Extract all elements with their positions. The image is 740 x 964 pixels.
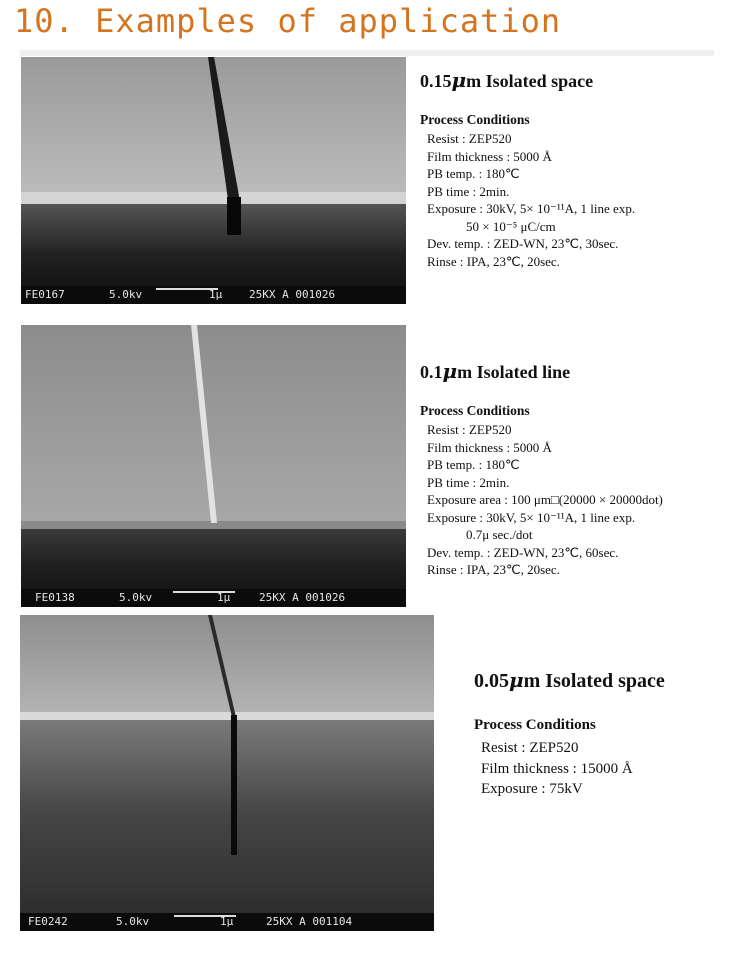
sem-magnification: 25KX A 001026 (259, 591, 346, 604)
sem-voltage: 5.0kv (109, 288, 143, 301)
example-info-2 (420, 359, 663, 579)
condition-resist: Resist : ZEP520 (427, 422, 512, 437)
condition-pb-time: PB time : 2min. (427, 183, 510, 199)
sem-id: FE0242 (28, 915, 68, 928)
condition-rinse: Rinse : IPA, 23℃, 20sec. (427, 253, 560, 269)
example-title: 0.05μm Isolated space (474, 668, 665, 692)
sem-magnification: 25KX A 001026 (249, 288, 336, 301)
example-title: 0.1μm Isolated line (420, 359, 571, 383)
sem-info-bar (21, 589, 406, 607)
sem-info-bar (21, 286, 406, 304)
sem-image-isolated-space-015 (21, 57, 406, 304)
condition-exposure: Exposure : 30kV, 5× 10⁻¹¹A, 1 line exp. (427, 509, 636, 525)
process-conditions-heading: Process Conditions (420, 403, 530, 418)
condition-pb-temp: PB temp. : 180℃ (427, 166, 520, 181)
condition-exposure: Exposure : 75kV (481, 781, 583, 797)
sem-voltage: 5.0kv (119, 591, 153, 604)
condition-dwell: 0.7μ sec./dot (466, 527, 533, 542)
sem-id: FE0167 (25, 288, 65, 301)
sem-scale: 1μ (217, 591, 231, 604)
condition-film-thickness: Film thickness : 15000 Å (481, 760, 633, 777)
sem-scale: 1μ (220, 915, 234, 928)
sem-voltage: 5.0kv (116, 915, 150, 928)
process-conditions-heading: Process Conditions (474, 717, 596, 733)
page-heading: 10. Examples of application (14, 2, 562, 40)
condition-pb-time: PB time : 2min. (427, 474, 510, 490)
condition-resist: Resist : ZEP520 (427, 131, 512, 146)
sem-image-isolated-line-01 (21, 325, 406, 607)
condition-dev-temp: Dev. temp. : ZED-WN, 23℃, 30sec. (427, 236, 619, 251)
example-title: 0.15μm Isolated space (420, 68, 594, 92)
example-info-1 (420, 68, 635, 270)
header-divider (20, 50, 714, 56)
condition-exposure-area: Exposure area : 100 μm□(20000 × 20000dot) (427, 492, 663, 507)
condition-dose: 50 × 10⁻⁵ μC/cm (466, 218, 556, 234)
example-info-3 (474, 668, 665, 800)
condition-exposure: Exposure : 30kV, 5× 10⁻¹¹A, 1 line exp. (427, 201, 636, 216)
process-conditions-heading: Process Conditions (420, 112, 530, 127)
sem-info-bar (20, 913, 434, 931)
condition-rinse: Rinse : IPA, 23℃, 20sec. (427, 562, 560, 577)
condition-film-thickness: Film thickness : 5000 Å (427, 148, 552, 164)
sem-magnification: 25KX A 001104 (266, 915, 353, 928)
condition-resist: Resist : ZEP520 (481, 740, 579, 756)
sem-scale: 1μ (209, 288, 223, 301)
sem-id: FE0138 (35, 591, 75, 604)
condition-film-thickness: Film thickness : 5000 Å (427, 439, 552, 455)
condition-pb-temp: PB temp. : 180℃ (427, 457, 520, 472)
condition-dev-temp: Dev. temp. : ZED-WN, 23℃, 60sec. (427, 544, 619, 560)
sem-image-isolated-space-005 (20, 615, 434, 931)
